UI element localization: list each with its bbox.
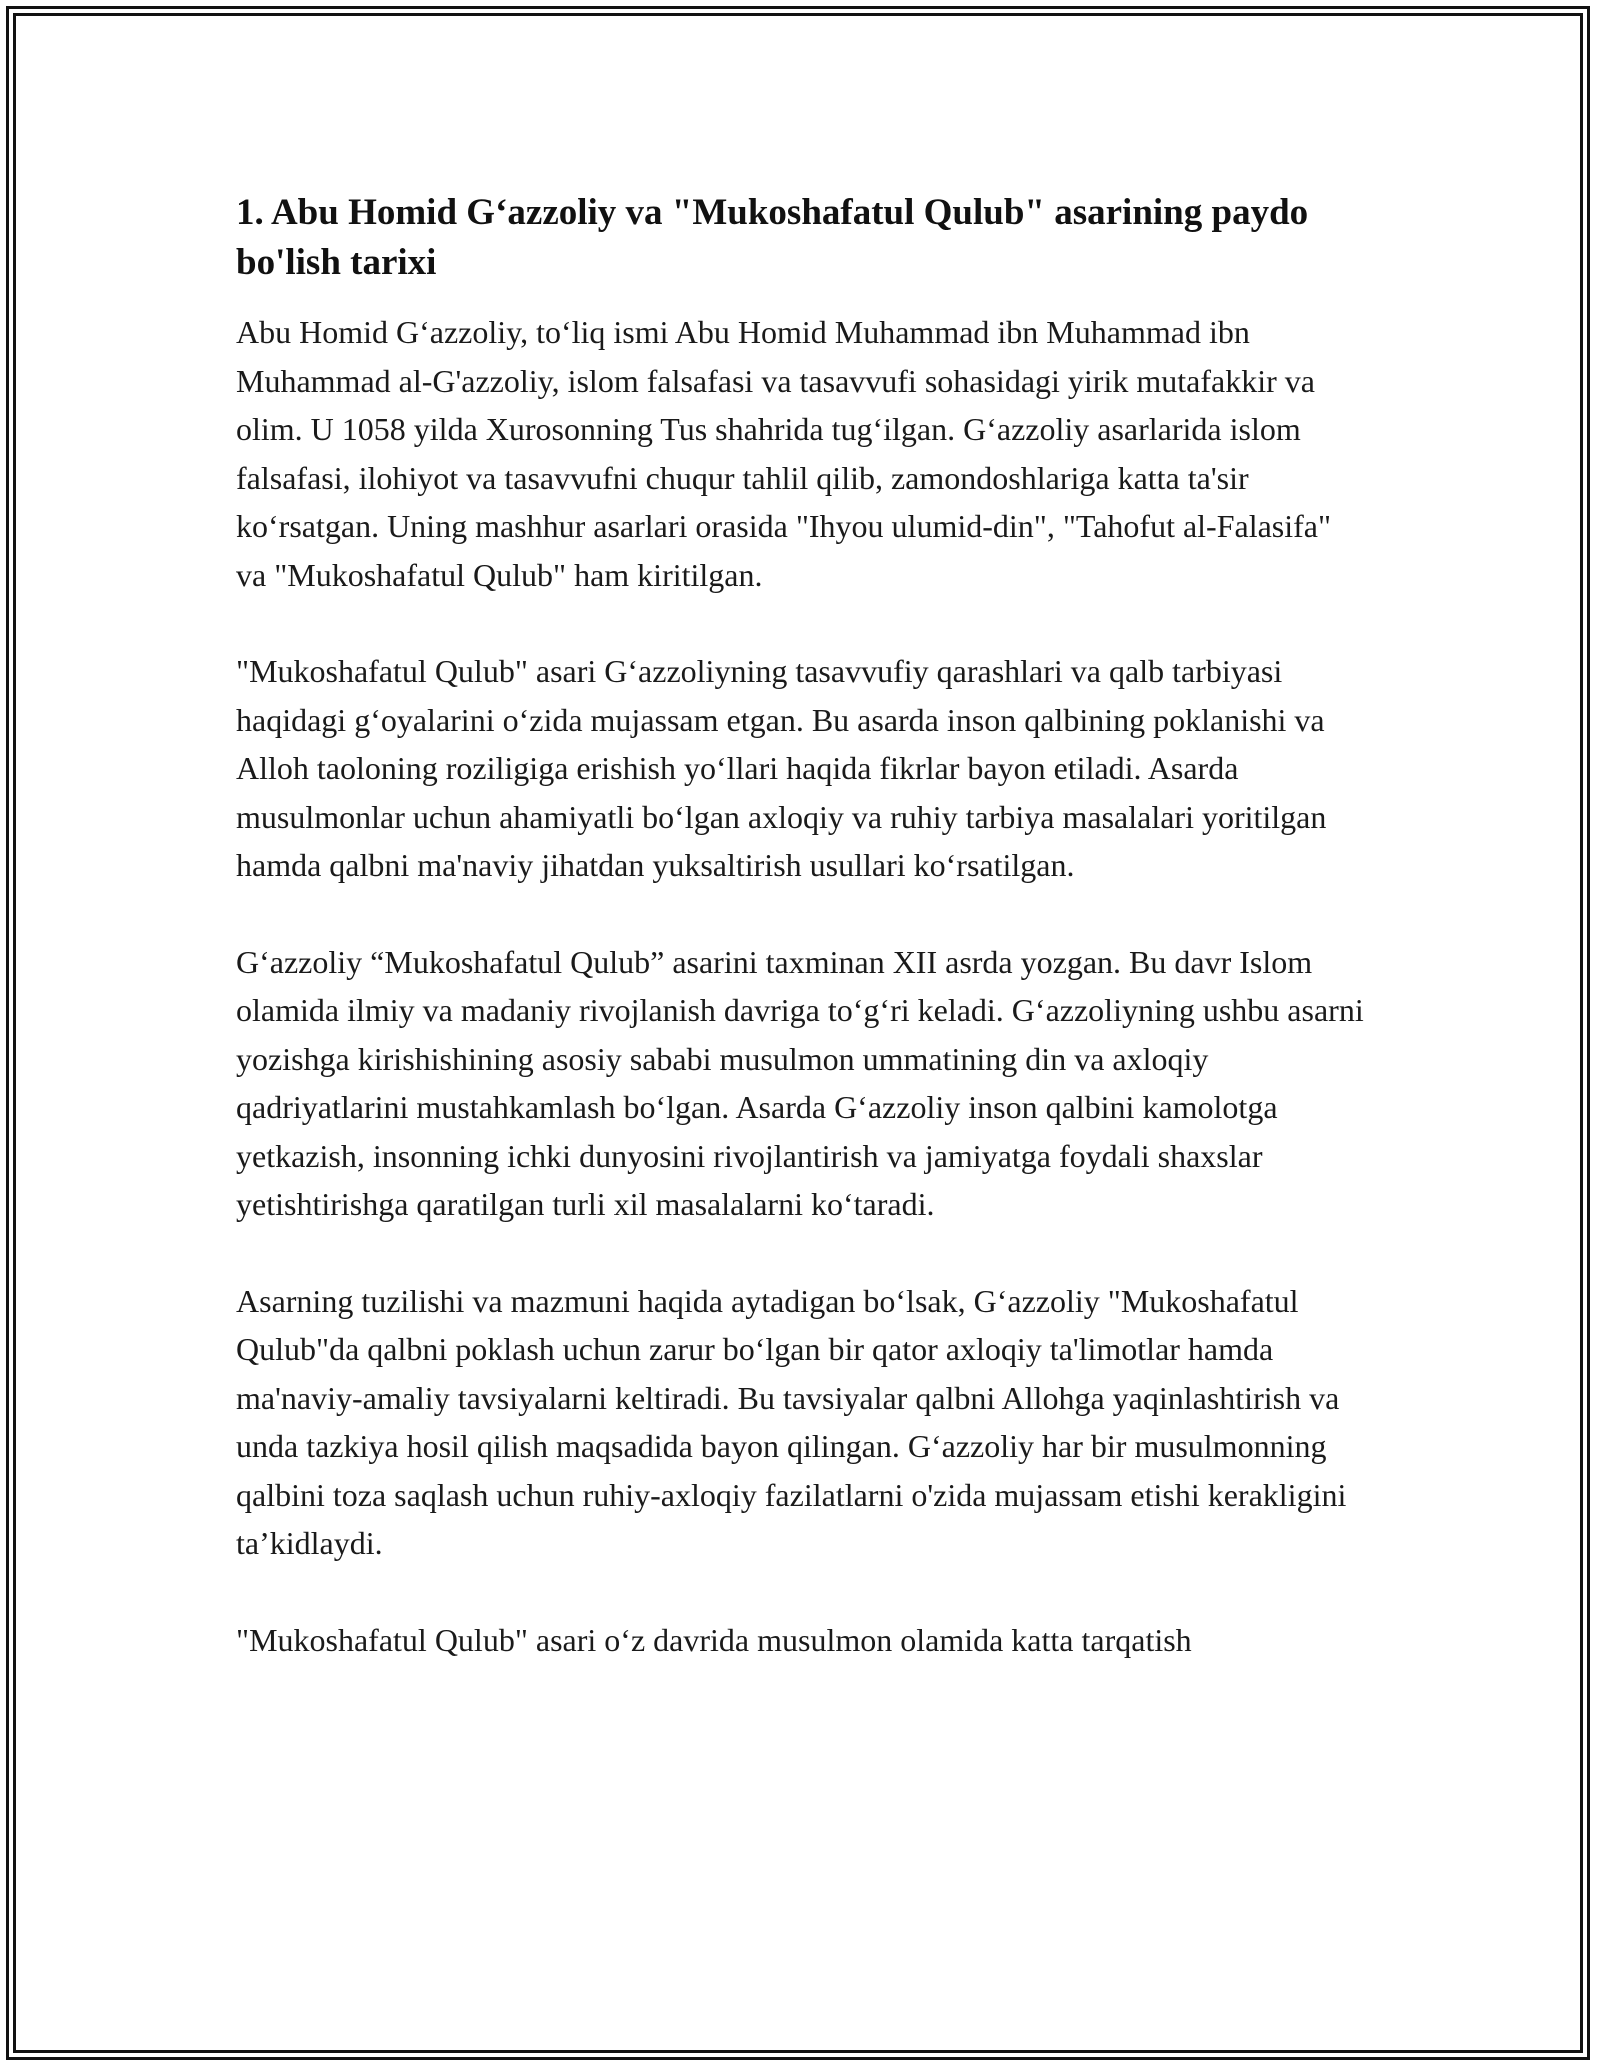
- document-body: [236, 188, 1366, 1712]
- paragraph-historical-context: G‘azzoliy “Mukoshafatul Qulub” asarini taxminan XII asrda yozgan. Bu davr Islom olamida ilmiy va madaniy rivojlanish davriga to‘g‘ri keladi. G‘azzoliyning ushbu asarni yozishga kirishishining asosiy sababi musulmon ummatining din va axloqiy qadriyatlarini mustahkamlash bo‘lgan. Asarda G‘azzoliy inson qalbini kamolotga yetkazish, insonning ichki dunyosini rivojlantirish va jamiyatga foydali shaxslar yetishtirishga qaratilgan turli xil masalalarni ko‘taradi.: [236, 943, 1364, 1222]
- paragraph-work-overview: "Mukoshafatul Qulub" asari G‘azzoliyning tasavvufiy qarashlari va qalb tarbiyasi haqidagi g‘oyalarini o‘zida mujassam etgan. Bu asarda inson qalbining poklanishi va Alloh taoloning roziligiga erishish yo‘llari haqida fikrlar bayon etiladi. Asarda musulmonlar uchun ahamiyatli bo‘lgan axloqiy va ruhiy tarbiya masalalari yoritilgan hamda qalbni ma'naviy jihatdan yuksaltirish usullari ko‘rsatilgan.: [236, 653, 1327, 883]
- section-heading: 1. Abu Homid G‘azzoliy va "Mukoshafatul Qulub" asarining paydo bo'lish tarixi: [236, 192, 1309, 283]
- paragraph-structure: Asarning tuzilishi va mazmuni haqida aytadigan bo‘lsak, G‘azzoliy "Mukoshafatul Qulub"da qalbni poklash uchun zarur bo‘lgan bir qator axloqiy ta'limotlar hamda ma'naviy-amaliy tavsiyalarni keltiradi. Bu tavsiyalar qalbni Allohga yaqinlashtirish va unda tazkiya hosil qilish maqsadida bayon qilingan. G‘azzoliy har bir musulmonning qalbini toza saqlash uchun ruhiy-axloqiy fazilatlarni o'zida mujassam etishi kerakligini ta’kidlaydi.: [236, 1282, 1347, 1561]
- paragraph-dissemination: "Mukoshafatul Qulub" asari o‘z davrida musulmon olamida katta tarqatish: [236, 1621, 1192, 1658]
- paragraph-biography: Abu Homid G‘azzoliy, to‘liq ismi Abu Homid Muhammad ibn Muhammad ibn Muhammad al-G'azzoliy, islom falsafasi va tasavvufi sohasidagi yirik mutafakkir va olim. U 1058 yilda Xurosonning Tus shahrida tug‘ilgan. G‘azzoliy asarlarida islom falsafasi, ilohiyot va tasavvufni chuqur tahlil qilib, zamondoshlariga katta ta'sir ko‘rsatgan. Uning mashhur asarlari orasida "Ihyou ulumid-din", "Tahofut al-Falasifa" va "Mukoshafatul Qulub" ham kiritilgan.: [236, 314, 1332, 593]
